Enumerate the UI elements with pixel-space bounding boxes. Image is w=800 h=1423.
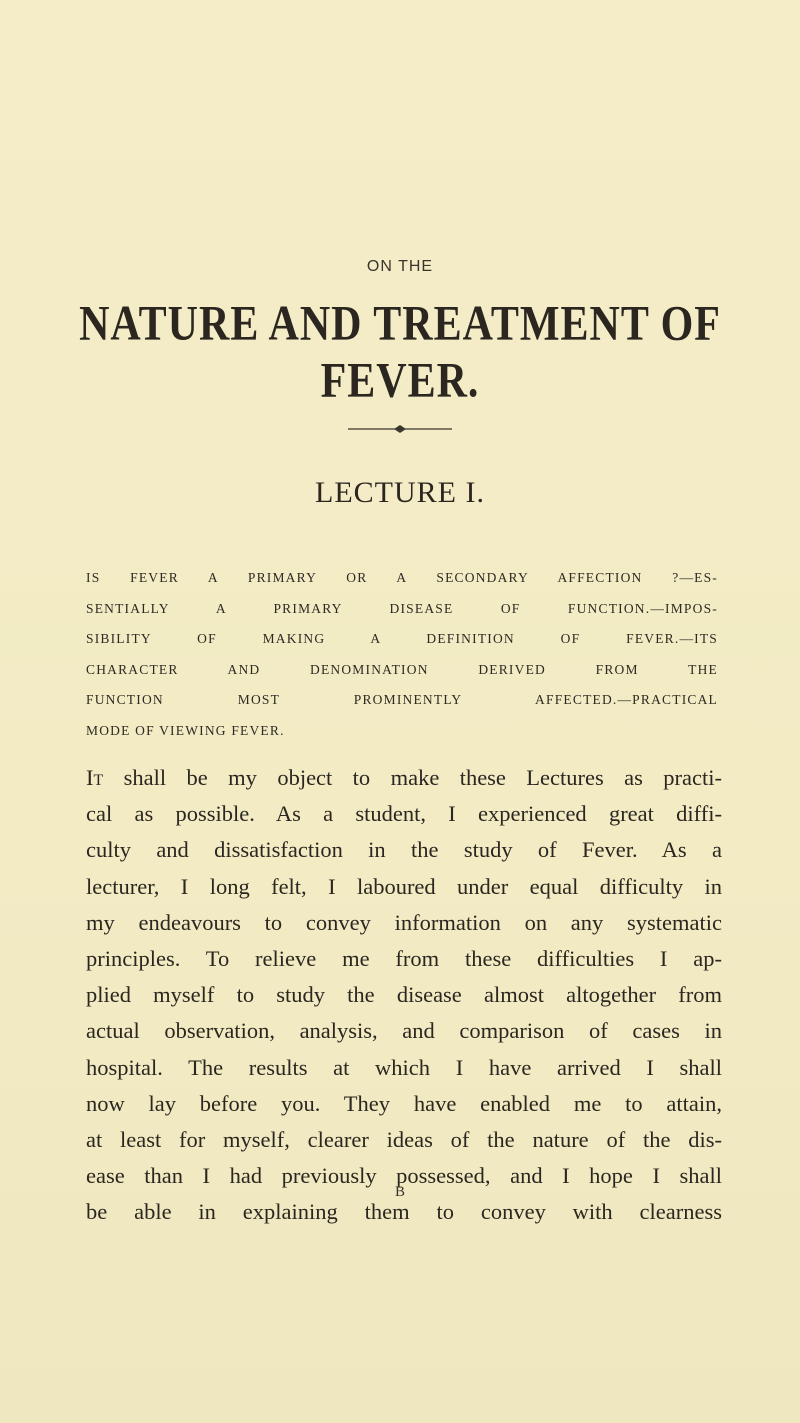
body-line: plied myself to study the disease almost altogether from	[86, 982, 722, 1008]
synopsis-line: MODE OF VIEWING FEVER.	[86, 722, 285, 738]
body-line: ease than I had previously possessed, and I hope I shall	[86, 1163, 722, 1189]
body-line: at least for myself, clearer ideas of the nature of the dis-	[86, 1127, 722, 1153]
body-line: now lay before you. They have enabled me to attain,	[86, 1090, 722, 1116]
synopsis-line: IS FEVER A PRIMARY OR A SECONDARY AFFECTION ?—ES-	[86, 570, 718, 585]
body-line: principles. To relieve me from these difficulties I ap-	[86, 946, 722, 972]
synopsis-line: FUNCTION MOST PROMINENTLY AFFECTED.—PRACTICAL	[86, 692, 718, 707]
body-line	[86, 760, 722, 796]
ornament-rule	[340, 424, 460, 434]
body-line: culty and dissatisfaction in the study of Fever. As a	[86, 837, 722, 863]
body-paragraph	[86, 760, 722, 1231]
body-line: my endeavours to convey information on any systematic	[86, 909, 722, 935]
body-line: cal as possible. As a student, I experienced great diffi-	[86, 801, 722, 827]
lecture-synopsis	[86, 563, 718, 746]
body-line: hospital. The results at which I have arrived I shall	[86, 1054, 722, 1080]
body-line: be able in explaining them to convey with clearness	[86, 1199, 722, 1225]
lecture-heading: LECTURE I.	[315, 476, 485, 509]
synopsis-line: CHARACTER AND DENOMINATION DERIVED FROM THE	[86, 661, 718, 677]
page-title: NATURE AND TREATMENT OF FEVER.	[79, 297, 721, 409]
title-kicker: ON THE	[366, 258, 434, 275]
body-line: lecturer, I long felt, I laboured under equal difficulty in	[86, 873, 722, 899]
body-line-text: shall be my object to make these Lectures as practi-	[103, 765, 722, 790]
synopsis-line: SIBILITY OF MAKING A DEFINITION OF FEVER.—ITS	[86, 631, 718, 646]
body-line: actual observation, analysis, and comparison of cases in	[86, 1018, 722, 1044]
drop-word: It	[86, 765, 104, 790]
signature-mark: B	[394, 1184, 405, 1200]
synopsis-line: SENTIALLY A PRIMARY DISEASE OF FUNCTION.—IMPOS-	[86, 600, 718, 616]
